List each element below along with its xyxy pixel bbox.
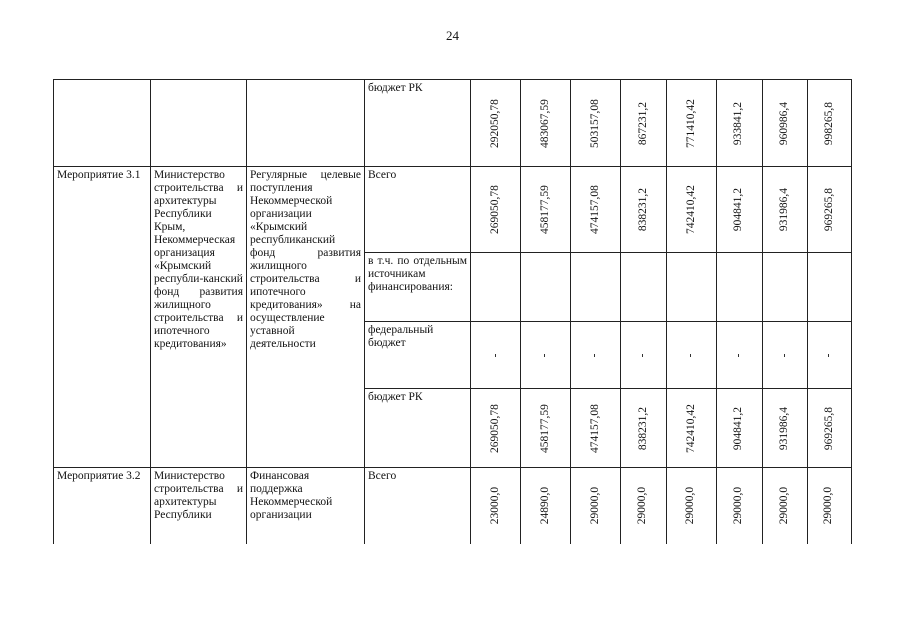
- value-cell: 29000,0: [570, 468, 620, 544]
- value-cell: [666, 253, 716, 322]
- value-cell: [520, 253, 570, 322]
- measure-cell: [54, 80, 151, 167]
- source-cell: в т.ч. по отдельным источникам финансирования:: [365, 253, 471, 322]
- value-cell: -: [666, 322, 716, 389]
- value-cell: 483067,59: [520, 80, 570, 167]
- executor-cell: [151, 80, 247, 167]
- value-cell: [762, 253, 807, 322]
- table-row: [54, 80, 852, 167]
- value-cell: 931986,4: [762, 167, 807, 253]
- value-cell: -: [716, 322, 762, 389]
- value-cell: 29000,0: [620, 468, 666, 544]
- table-row: [54, 468, 852, 544]
- value-cell: [807, 253, 851, 322]
- value-cell: 904841,2: [716, 389, 762, 468]
- value-cell: 931986,4: [762, 389, 807, 468]
- value-cell: 269050,78: [471, 389, 521, 468]
- value-cell: 742410,42: [666, 167, 716, 253]
- value-cell: [620, 253, 666, 322]
- value-cell: 933841,2: [716, 80, 762, 167]
- value-cell: -: [471, 322, 521, 389]
- value-cell: -: [762, 322, 807, 389]
- value-cell: -: [807, 322, 851, 389]
- value-cell: 474157,08: [570, 167, 620, 253]
- value-cell: 29000,0: [807, 468, 851, 544]
- executor-cell: Министерство строительства и архитектуры Республики Крым, Некоммерческая организация «Крымский республи-канский фонд развития жилищного строительства и ипотечного кредитования»: [151, 167, 247, 468]
- value-cell: 742410,42: [666, 389, 716, 468]
- measure-cell: Мероприятие 3.2: [54, 468, 151, 544]
- value-cell: 969265,8: [807, 167, 851, 253]
- value-cell: 23000,0: [471, 468, 521, 544]
- value-cell: 474157,08: [570, 389, 620, 468]
- value-cell: 867231,2: [620, 80, 666, 167]
- executor-cell: Министерство строительства и архитектуры Республики: [151, 468, 247, 544]
- value-cell: 458177,59: [520, 389, 570, 468]
- value-cell: 771410,42: [666, 80, 716, 167]
- value-cell: 292050,78: [471, 80, 521, 167]
- financing-table: [53, 79, 852, 544]
- value-cell: 269050,78: [471, 167, 521, 253]
- source-cell: федеральный бюджет: [365, 322, 471, 389]
- value-cell: 969265,8: [807, 389, 851, 468]
- page-number: 24: [446, 28, 459, 43]
- value-cell: 904841,2: [716, 167, 762, 253]
- value-cell: 960986,4: [762, 80, 807, 167]
- source-cell: бюджет РК: [365, 80, 471, 167]
- source-cell: Всего: [365, 468, 471, 544]
- source-cell: бюджет РК: [365, 389, 471, 468]
- result-cell: Финансовая поддержка Некоммерческой организации: [247, 468, 365, 544]
- value-cell: [471, 253, 521, 322]
- result-cell: [247, 80, 365, 167]
- source-cell: Всего: [365, 167, 471, 253]
- value-cell: [716, 253, 762, 322]
- table-row: [54, 167, 852, 253]
- value-cell: 24890,0: [520, 468, 570, 544]
- value-cell: 998265,8: [807, 80, 851, 167]
- value-cell: 503157,08: [570, 80, 620, 167]
- value-cell: 838231,2: [620, 389, 666, 468]
- result-cell: Регулярные целевые поступления Некоммерческой организации «Крымский республиканский фонд развития жилищного строительства и ипотечного кредитования» на осуществление уставной деятельности: [247, 167, 365, 468]
- value-cell: 29000,0: [666, 468, 716, 544]
- value-cell: 29000,0: [716, 468, 762, 544]
- measure-cell: Мероприятие 3.1: [54, 167, 151, 468]
- value-cell: -: [570, 322, 620, 389]
- value-cell: 458177,59: [520, 167, 570, 253]
- value-cell: -: [620, 322, 666, 389]
- value-cell: 838231,2: [620, 167, 666, 253]
- value-cell: [570, 253, 620, 322]
- value-cell: -: [520, 322, 570, 389]
- value-cell: 29000,0: [762, 468, 807, 544]
